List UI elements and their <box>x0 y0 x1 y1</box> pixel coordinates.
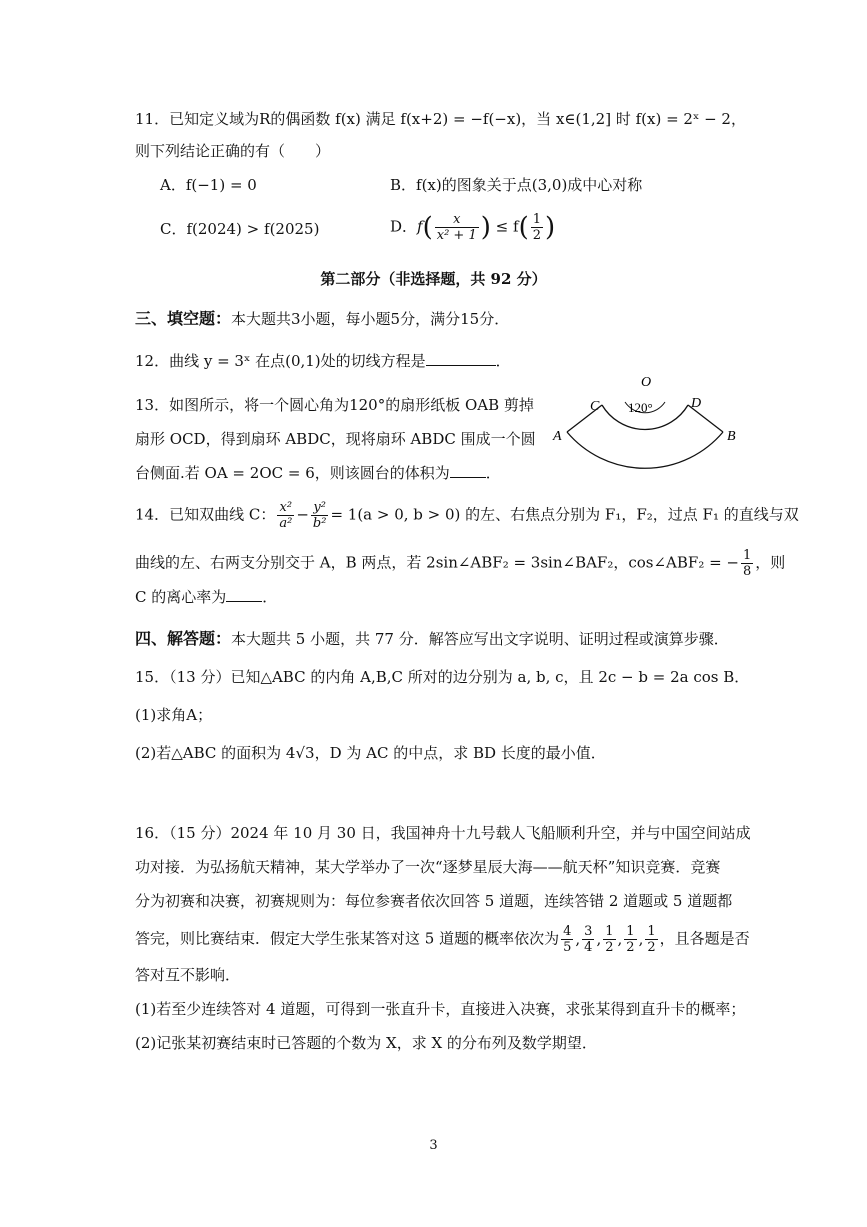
q13-line2: 扇形 OCD，得到扇环 ABDC，现将扇环 ABDC 围成一个圆 <box>135 430 536 448</box>
q11-line1: 11．已知定义域为R的偶函数 f(x) 满足 f(x+2) = −f(−x)，当 x∈(1,2] 时 f(x) = 2ˣ − 2， <box>135 110 746 128</box>
q16-part2: (2)记张某初赛结束时已答题的个数为 X，求 X 的分布列及数学期望． <box>135 1034 597 1052</box>
section3-heading <box>135 308 509 330</box>
comma: , <box>575 929 581 948</box>
fraction-numerator: 4 <box>563 924 572 939</box>
fraction-numerator: 1 <box>626 924 635 939</box>
comma: , <box>596 929 602 948</box>
q16-probabilities <box>559 924 660 955</box>
probability-fraction <box>624 924 636 955</box>
label-b: B <box>727 429 736 444</box>
q16-line5: 答对互不影响． <box>135 966 241 984</box>
q11-line2: 则下列结论正确的有（ ） <box>135 142 331 160</box>
fraction-denominator: 4 <box>584 940 593 955</box>
q15-part2: (2)若△ABC 的面积为 4√3，D 为 AC 的中点，求 BD 长度的最小值． <box>135 744 606 762</box>
q12: 12．曲线 y = 3ˣ 在点(0,1)处的切线方程是 ． <box>135 352 511 370</box>
comma: , <box>638 929 644 948</box>
q16-line4: 答完，则比赛结束．假定大学生张某答对这 5 道题的概率依次为 $\frac{4}{5}$ , $\frac{3}{4}$ , $\frac{1}{2}$ , $\frac{1}{2}$ , $\frac{1}{2}$ ，且各题是否 <box>135 924 750 955</box>
q11-d-mid: ≤ f <box>495 217 519 236</box>
section3-text: 本大题共3小题，每小题5分，满分15分． <box>231 310 510 328</box>
fraction-denominator: 2 <box>605 940 614 955</box>
section4-text: 本大题共 5 小题，共 77 分．解答应写出文字说明、证明过程或演算步骤． <box>231 630 729 648</box>
probability-fraction <box>603 924 615 955</box>
label-o: O <box>641 375 652 390</box>
q11-d-prefix: D． <box>390 217 418 236</box>
q15-line1: 15．（13 分）已知△ABC 的内角 A,B,C 所对的边分别为 a, b, c，且 2c − b = 2a cos B． <box>135 668 750 686</box>
q16-line3: 分为初赛和决赛，初赛规则为：每位参赛者依次回答 5 道题，连续答错 2 道题或 5 道题都 <box>135 892 733 910</box>
q16-part1: (1)若至少连续答对 4 道题，可得到一张直升卡，直接进入决赛，求张某得到直升卡的概率； <box>135 1000 746 1018</box>
probability-fraction <box>645 924 657 955</box>
q14-line2: 曲线的左、右两支分别交于 A，B 两点，若 2sin∠ABF₂ = 3sin∠BAF₂，cos∠ABF₂ = − $\frac{1}{8}$ ，则 <box>135 548 786 579</box>
label-d: D <box>691 396 702 411</box>
q14-line1: 14．已知双曲线 C： $\frac{\text{x²}}{\text{a²}}$ − $\frac{\text{y²}}{\text{b²}}$ = 1(a > 0, b > 0) 的左、右焦点分别为 F₁，F₂，过点 F₁ 的直线与双 <box>135 500 799 531</box>
q14-blank <box>226 587 262 602</box>
q16-line2: 功对接．为弘扬航天精神，某大学举办了一次“逐梦星辰大海——航天杯”知识竞赛．竞赛 <box>135 858 721 876</box>
q11-d-f: f <box>417 217 423 236</box>
q13-line1: 13．如图所示，将一个圆心角为120°的扇形纸板 OAB 剪掉 <box>135 396 534 414</box>
q12-text: 12．曲线 y = 3ˣ 在点(0,1)处的切线方程是 <box>135 352 426 370</box>
page-number: 3 <box>429 1138 438 1153</box>
q11-option-a: A．f(−1) = 0 <box>160 176 257 194</box>
q14-line3: C 的离心率为 ． <box>135 588 278 606</box>
section4-heading <box>135 628 729 650</box>
label-a: A <box>553 429 562 444</box>
q11-option-c: C．f(2024) > f(2025) <box>160 220 320 238</box>
sector-annulus-figure <box>545 372 745 487</box>
fraction-numerator: 3 <box>584 924 593 939</box>
q14-cos-fraction: $\frac{1}{8}$ <box>743 548 752 579</box>
outer-arc <box>567 432 723 468</box>
q13-blank <box>450 463 486 478</box>
q14-x-fraction: $\frac{\text{x²}}{\text{a²}}$ <box>279 500 293 531</box>
fraction-denominator: 2 <box>626 940 635 955</box>
q11-d-half: $\frac{1}{2}$ <box>532 212 541 243</box>
q11-d-fraction: $\frac{x}{\text{x² + 1}}$ <box>436 212 477 243</box>
label-c: C <box>590 399 600 414</box>
section4-label: 四、解答题： <box>135 629 232 648</box>
q12-blank <box>426 351 496 366</box>
probability-fraction <box>582 924 594 955</box>
fraction-denominator: 2 <box>647 940 656 955</box>
q15-part1: (1)求角A； <box>135 706 213 724</box>
q13-line3: 台侧面.若 OA = 2OC = 6，则该圆台的体积为 ． <box>135 464 501 482</box>
fraction-denominator: 5 <box>563 940 572 955</box>
comma: , <box>617 929 623 948</box>
part2-title: 第二部分（非选择题，共 92 分） <box>320 270 547 288</box>
fraction-numerator: 1 <box>605 924 614 939</box>
label-angle: 120° <box>628 400 653 415</box>
probability-fraction <box>561 924 573 955</box>
q11-option-d: D．f( $\frac{x}{\text{x² + 1}}$ ) ≤ f( $\frac{1}{2}$ ) <box>390 212 556 243</box>
fraction-numerator: 1 <box>647 924 656 939</box>
q14-y-fraction: $\frac{\text{y²}}{\text{b²}}$ <box>312 500 327 531</box>
q11-option-b: B．f(x)的图象关于点(3,0)成中心对称 <box>390 176 643 194</box>
q16-line1: 16．（15 分）2024 年 10 月 30 日，我国神舟十九号载人飞船顺利升空，并与中国空间站成 <box>135 824 751 842</box>
section3-label: 三、填空题： <box>135 309 232 328</box>
